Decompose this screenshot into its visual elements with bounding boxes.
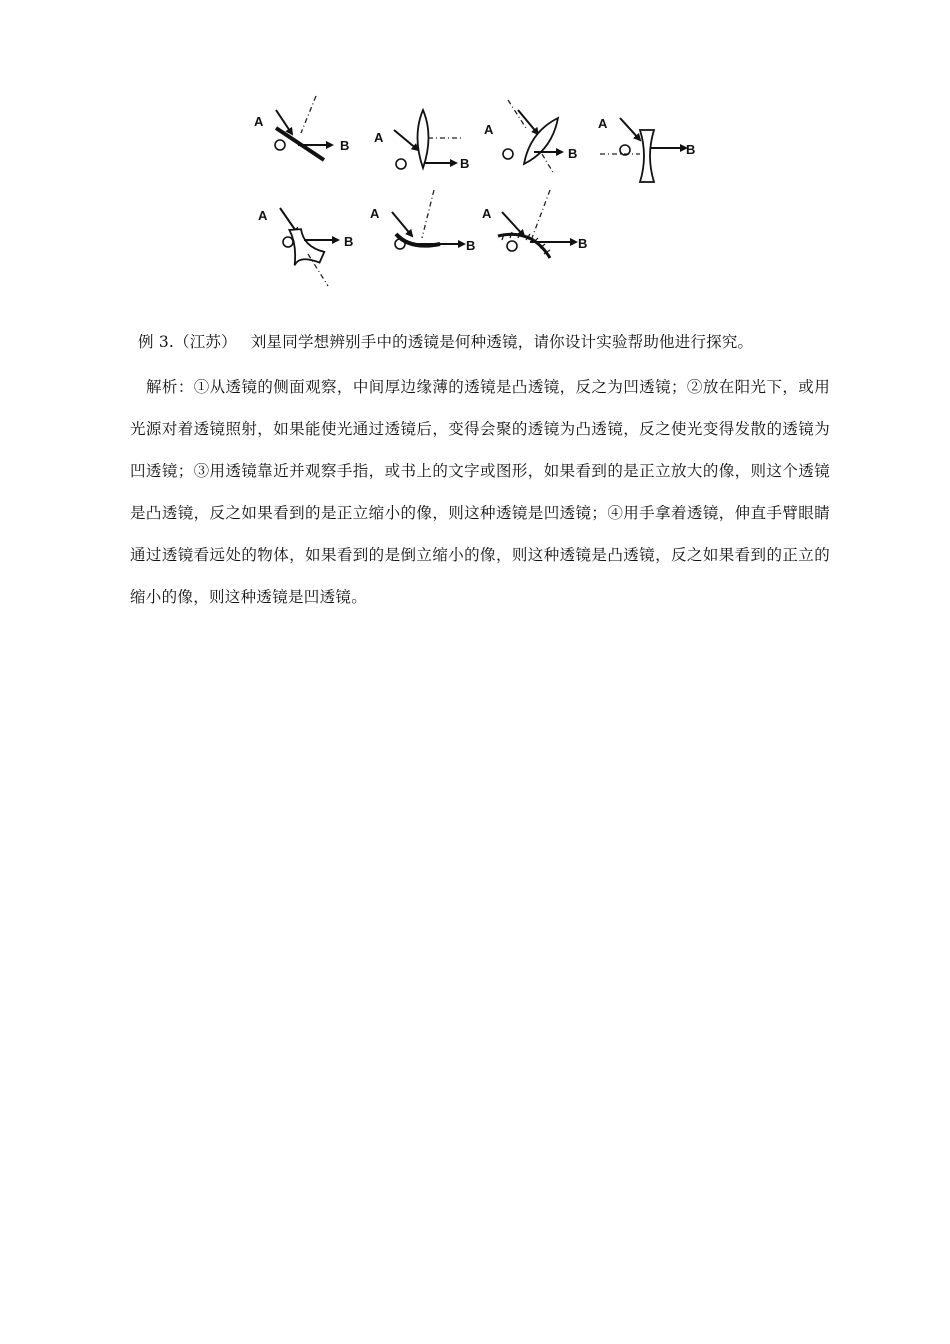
example-question xyxy=(138,330,753,352)
label-b: B xyxy=(460,156,470,171)
optics-diagram xyxy=(246,88,706,298)
answer-paragraph xyxy=(130,366,830,618)
optics-diagram-figure xyxy=(246,88,706,298)
label-b: B xyxy=(578,236,588,251)
label-a: A xyxy=(482,206,492,221)
diagram-concave-lens xyxy=(598,116,695,182)
diagram-plane-mirror xyxy=(254,96,349,160)
label-a: A xyxy=(254,114,264,129)
question-text: 刘星同学想辨别手中的透镜是何种透镜，请你设计实验帮助他进行探究。 xyxy=(250,333,754,351)
question-number: 例 3. xyxy=(138,333,175,351)
label-a: A xyxy=(370,206,380,221)
diagram-tilted-concave-lens xyxy=(258,208,353,286)
label-a: A xyxy=(258,208,268,223)
answer-label: 解析： xyxy=(146,378,194,396)
diagram-concave-mirror xyxy=(370,190,475,253)
label-b: B xyxy=(340,138,350,153)
diagram-convex-mirror xyxy=(482,190,587,258)
label-b: B xyxy=(686,142,696,157)
label-a: A xyxy=(484,122,494,137)
diagram-tilted-convex-lens xyxy=(484,100,577,174)
label-b: B xyxy=(466,238,476,253)
label-b: B xyxy=(344,234,354,249)
label-a: A xyxy=(374,130,384,145)
label-b: B xyxy=(568,146,578,161)
label-a: A xyxy=(598,116,608,131)
diagram-convex-lens xyxy=(374,110,469,171)
answer-text: ①从透镜的侧面观察，中间厚边缘薄的透镜是凸透镜，反之为凹透镜；②放在阳光下，或用光源对着透镜照射，如果能使光通过透镜后，变得会聚的透镜为凸透镜，反之使光变得发散的透镜为凹透镜；③用透镜靠近并观察手指，或书上的文字或图形，如果看到的是正立放大的像，则这个透镜是凸透镜，反之如果看到的是正立缩小的像，则这种透镜是凹透镜；④用手拿着透镜，伸直手臂眼睛通过透镜看远处的物体，如果看到的是倒立缩小的像，则这种透镜是凸透镜，反之如果看到的正立的缩小的像，则这种透镜是凹透镜。 xyxy=(130,378,830,606)
question-source: （江苏） xyxy=(174,333,237,351)
